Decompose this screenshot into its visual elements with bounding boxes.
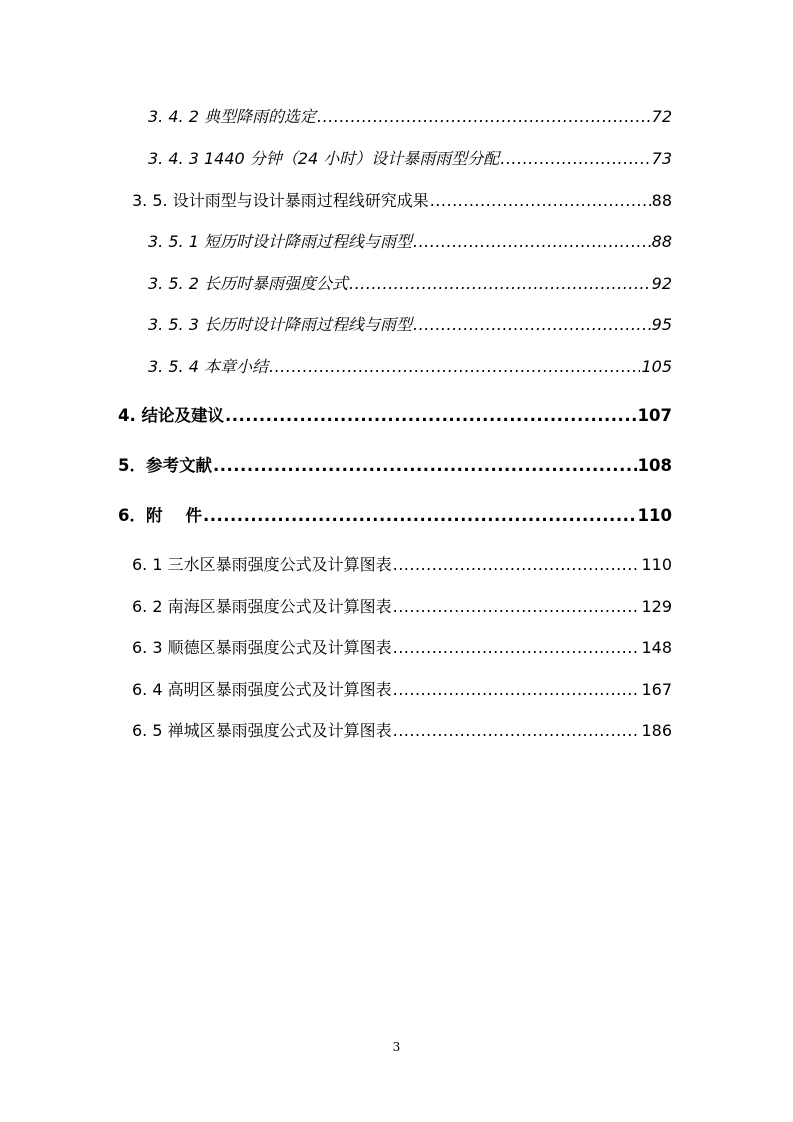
toc-entry-label: 3. 5. 4 本章小结 [148,357,268,376]
toc-entry-3-5[interactable] [132,190,672,212]
toc-entry-page: 110 [641,555,672,574]
toc-entry-3-4-2[interactable] [148,106,672,128]
toc-entry-label: 6. 5 禅城区暴雨强度公式及计算图表 [132,721,392,740]
toc-entry-page: 108 [637,456,672,475]
toc-leader-dots [317,106,651,128]
toc-leader-dots [213,455,637,477]
toc-entry-page: 129 [641,597,672,616]
toc-entry-6-1[interactable] [132,554,672,576]
toc-leader-dots [393,679,641,701]
toc-entry-4[interactable] [118,405,672,427]
toc-entry-page: 186 [641,721,672,740]
toc-entry-page: 95 [651,315,672,334]
toc-entry-label: 6. 4 高明区暴雨强度公式及计算图表 [132,680,392,699]
toc-leader-dots [349,273,651,295]
toc-entry-3-4-3[interactable] [148,148,672,170]
toc-entry-page: 167 [641,680,672,699]
toc-entry-3-5-4[interactable] [148,356,672,378]
toc-entry-6-5[interactable] [132,720,672,742]
toc-entry-6-2[interactable] [132,596,672,618]
page-number: 3 [392,1040,401,1054]
toc-leader-dots [413,231,651,253]
toc-entry-5[interactable] [118,455,672,477]
toc-leader-dots [269,356,640,378]
toc-entry-label: 3. 5. 2 长历时暴雨强度公式 [148,274,348,293]
toc-leader-dots [393,554,641,576]
toc-entry-6-3[interactable] [132,637,672,659]
toc-entry-label: 3. 4. 3 1440 分钟（24 小时）设计暴雨雨型分配 [148,149,500,168]
toc-entry-label: 3. 5. 1 短历时设计降雨过程线与雨型 [148,232,412,251]
toc-entry-page: 92 [651,274,672,293]
toc-leader-dots [430,190,651,212]
toc-leader-dots [500,148,650,170]
toc-entry-3-5-3[interactable] [148,314,672,336]
toc-entry-page: 148 [641,638,672,657]
toc-leader-dots [225,405,637,427]
toc-entry-page: 88 [651,232,672,251]
toc-entry-page: 107 [637,406,672,425]
toc-entry-page: 105 [641,357,672,376]
toc-entry-label: 3. 5. 3 长历时设计降雨过程线与雨型 [148,315,412,334]
toc-leader-dots [393,720,641,742]
toc-entry-page: 73 [651,149,672,168]
toc-entry-page: 72 [651,107,672,126]
toc-entry-label: 3. 4. 2 典型降雨的选定 [148,107,316,126]
toc-entry-label: 6. 1 三水区暴雨强度公式及计算图表 [132,555,392,574]
toc-leader-dots [393,637,641,659]
toc-entry-label: 4. 结论及建议 [118,406,224,425]
toc-entry-label: 6．附 件 [118,506,202,525]
toc-leader-dots [203,505,637,527]
toc-entry-label: 3. 5. 设计雨型与设计暴雨过程线研究成果 [132,191,429,210]
toc-entry-3-5-1[interactable] [148,231,672,253]
toc-leader-dots [413,314,651,336]
toc-entry-page: 88 [651,191,672,210]
toc-leader-dots [393,596,641,618]
toc-entry-label: 6. 3 顺德区暴雨强度公式及计算图表 [132,638,392,657]
toc-entry-page: 110 [637,506,672,525]
toc-entry-label: 6. 2 南海区暴雨强度公式及计算图表 [132,597,392,616]
toc-entry-3-5-2[interactable] [148,273,672,295]
toc-entry-label: 5．参考文献 [118,456,212,475]
toc-entry-6[interactable] [118,505,672,527]
toc-entry-6-4[interactable] [132,679,672,701]
